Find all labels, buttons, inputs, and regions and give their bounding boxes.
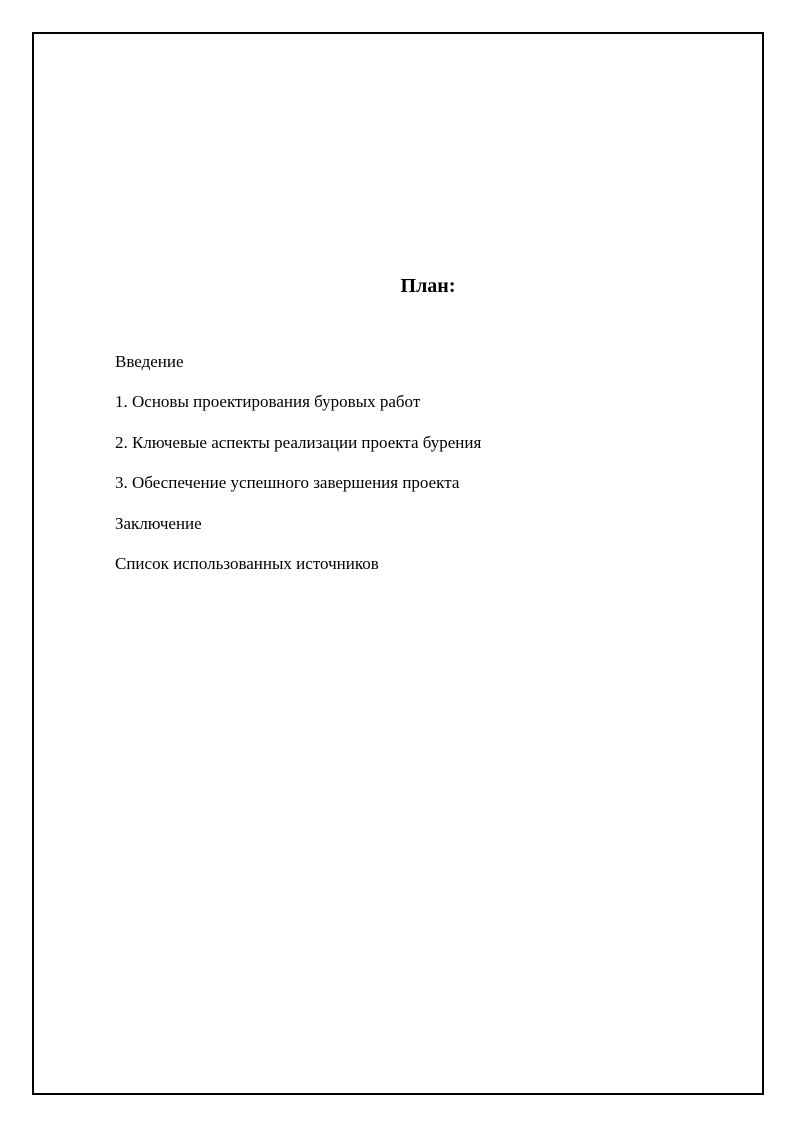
toc-item-section-3: 3. Обеспечение успешного завершения проекта <box>115 473 460 493</box>
table-of-contents <box>115 350 481 592</box>
toc-item-conclusion: Заключение <box>115 513 202 533</box>
toc-item-section-1: 1. Основы проектирования буровых работ <box>115 392 421 412</box>
page-title: План: <box>400 275 456 297</box>
toc-item-references: Список использованных источников <box>115 553 379 573</box>
toc-item-section-2: 2. Ключевые аспекты реализации проекта бурения <box>115 432 482 452</box>
toc-item-introduction: Введение <box>115 352 184 371</box>
